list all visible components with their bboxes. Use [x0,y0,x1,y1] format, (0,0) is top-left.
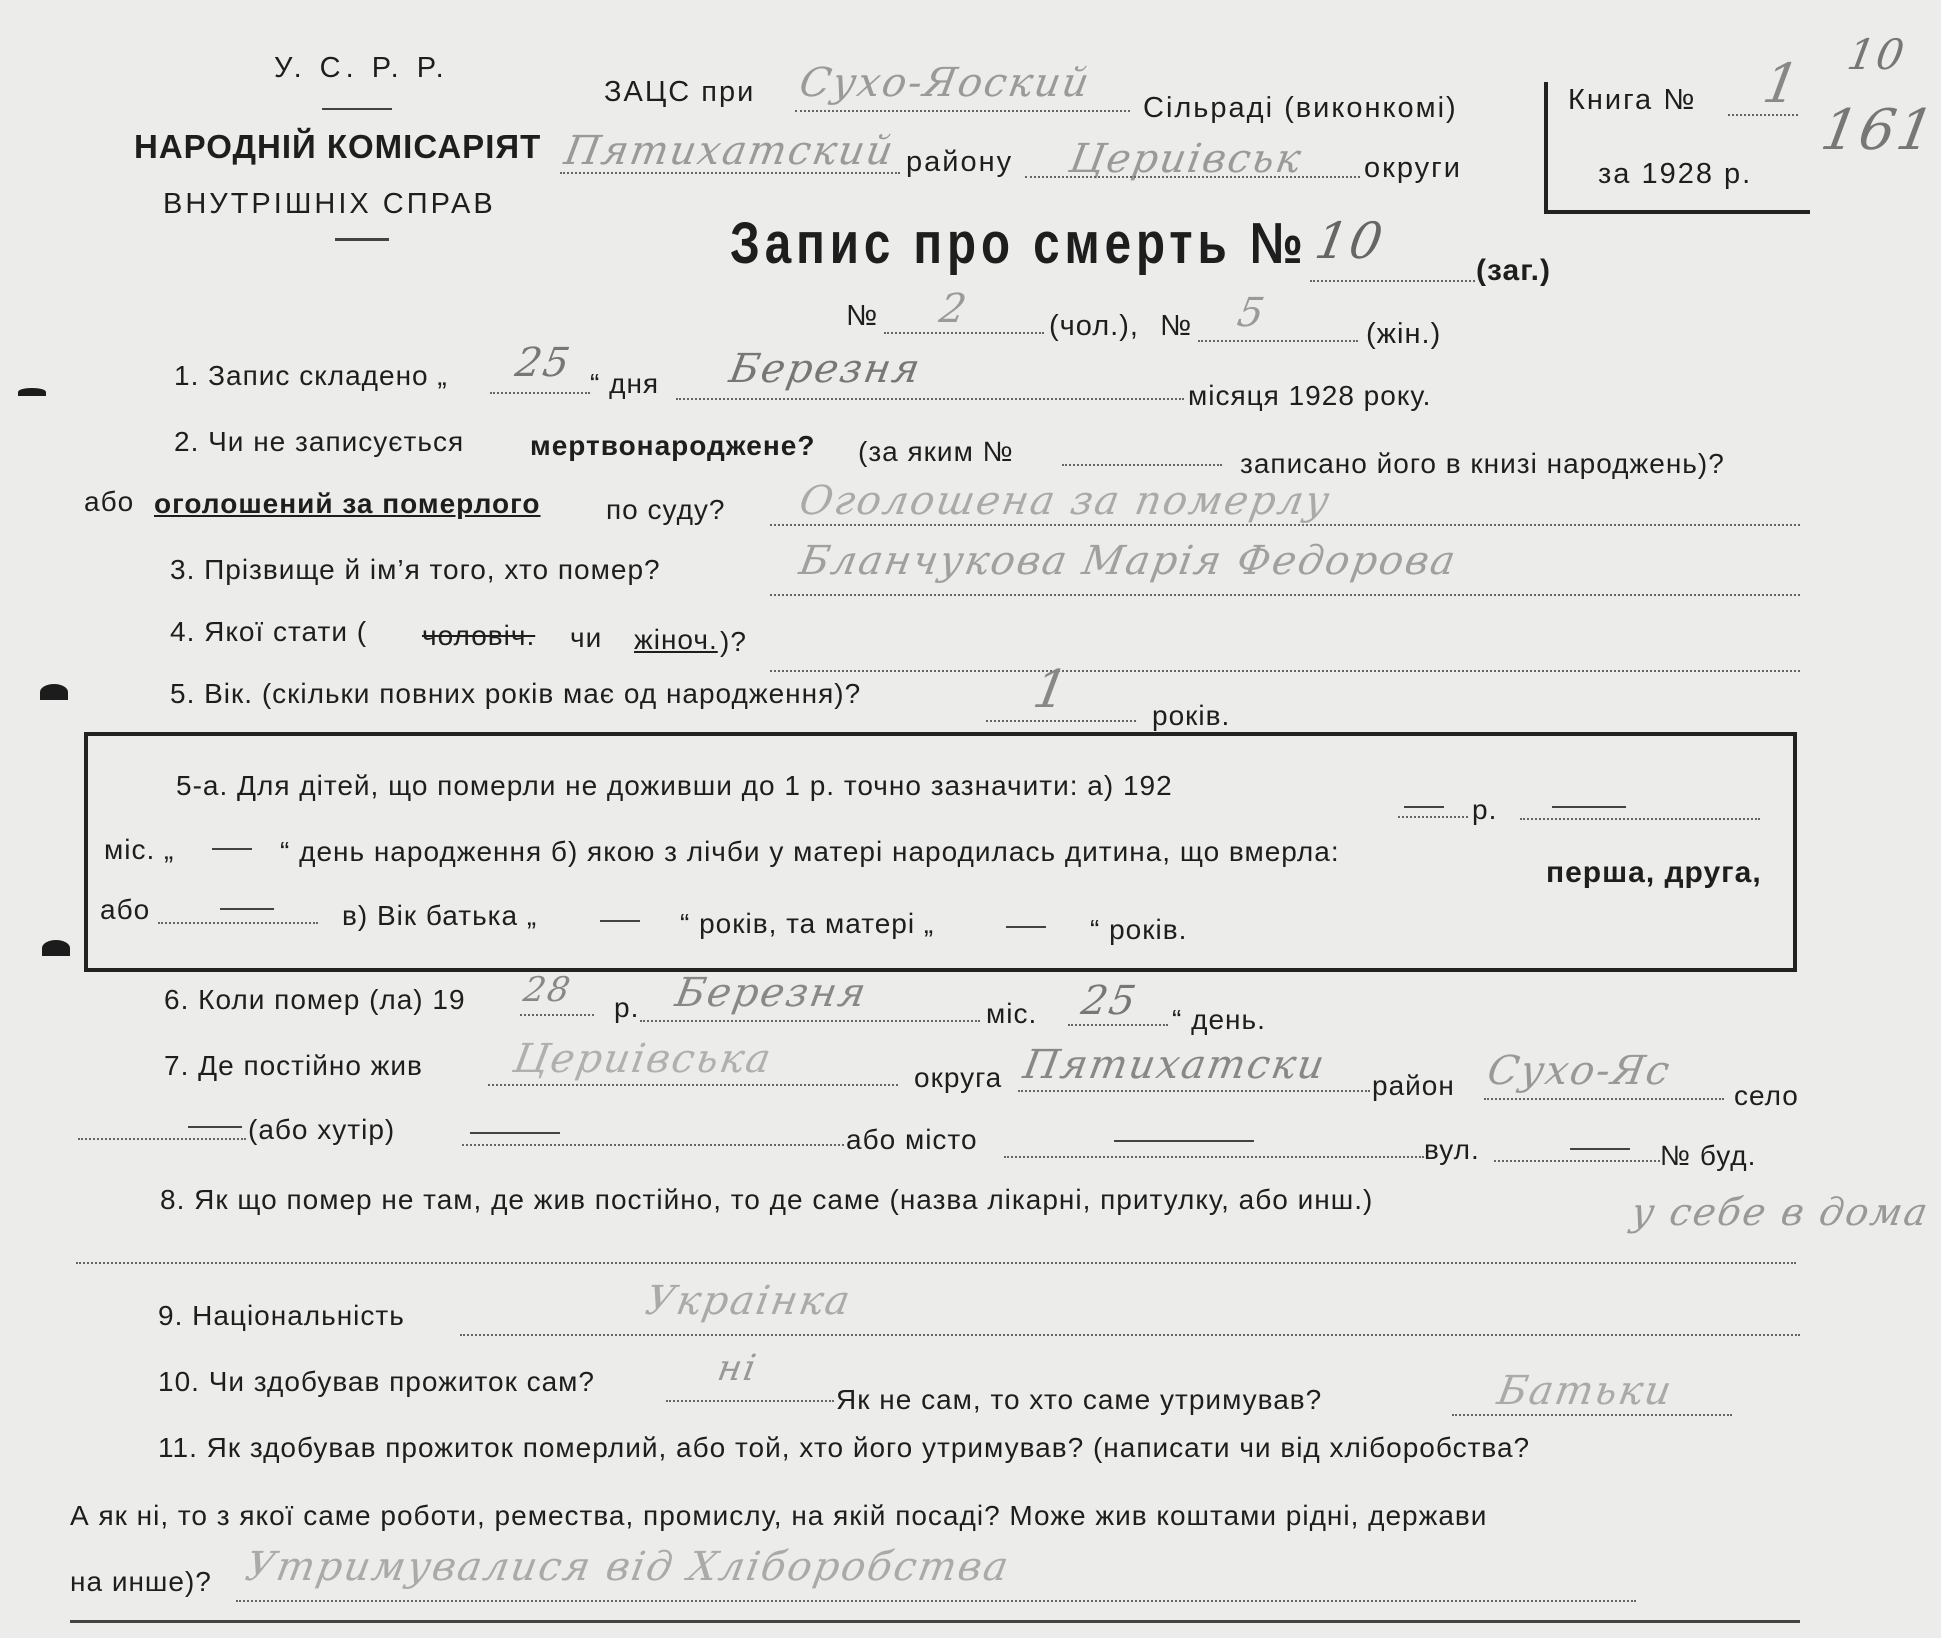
female-number-line [1198,340,1358,342]
district-line [560,172,900,174]
republic-label: У. С. Р. Р. [274,52,449,84]
q9-answer-handwritten: Украінка [641,1278,856,1324]
q6-month-line [640,1020,980,1022]
year-label: за 1928 р. [1598,158,1753,190]
q5a-or: або [100,894,151,925]
q7-street-line [1004,1156,1424,1158]
q1-month-line [676,398,1184,400]
female-no-label: № [1160,310,1193,342]
q5a-line1: 5-а. Для дітей, що померли не доживши до 1 р. точно зазначити: а) 192 [176,770,1173,801]
q4-or: чи [570,622,603,653]
q3-answer-line [770,594,1800,596]
q5a-r-line [1520,818,1760,820]
q7-okrug-label: округа [914,1062,1003,1093]
q10-supporter-line [1452,1414,1732,1416]
record-title: Запис про смерть № [730,211,1308,276]
male-no-label: № [846,300,879,332]
q7-farm-label: (або хутір) [248,1114,396,1145]
q5a-year-dash [1404,806,1444,808]
q5a-r: р. [1472,794,1498,825]
q8-answer-line [76,1262,1796,1264]
district-handwritten: Пятихатский [560,128,899,174]
q7-house-label: № буд. [1660,1140,1757,1171]
q3-label: 3. Прізвище й ім’я того, хто помер? [170,554,661,585]
q7-district-line [1018,1090,1370,1092]
q10-supporter-label: Як не сам, то хто саме утримував? [836,1384,1323,1415]
q11-answer-line [236,1600,1636,1602]
q7-city-label: або місто [846,1124,978,1155]
q8-label: 8. Як що помер не там, де жив постійно, то де саме (назва лікарні, притулку, або инш.) [160,1184,1374,1215]
q2-answer-line [770,524,1800,526]
q5a-month-dash [212,848,252,850]
q6-month-label: міс. [986,998,1038,1029]
q6-label: 6. Коли помер (ла) 19 [164,984,466,1015]
q4-answer-line [770,670,1800,672]
header-divider [322,108,392,110]
okrug-label: округи [1364,152,1462,184]
q7-district-label: район [1372,1070,1455,1101]
q10-self-line [666,1400,834,1402]
q4-male-option: чоловіч. [422,620,536,651]
record-type: (заг.) [1476,254,1552,287]
q6-month-handwritten: Березня [671,970,872,1016]
q7-village-line [1484,1098,1724,1100]
q2-birth-book: записано його в книзі народжень)? [1240,448,1725,479]
q7-label: 7. Де постійно жив [164,1050,423,1081]
q5a-line3d: “ років. [1090,914,1188,945]
q6-year-handwritten: 28 [520,970,575,1010]
q6-r: р. [614,992,640,1023]
male-number-handwritten: 2 [935,286,972,332]
margin-note-1: 10 [1843,30,1910,79]
q11-bottom-rule [70,1620,1800,1623]
q1-day-handwritten: 25 [511,340,575,386]
q10-label: 10. Чи здобував прожиток сам? [158,1366,595,1397]
q10-supporter-handwritten: Батьки [1493,1368,1677,1414]
book-number-line [1728,114,1798,116]
q7-street-label: вул. [1424,1134,1480,1165]
binding-hole-top [18,388,46,396]
female-label: (жін.) [1366,318,1442,350]
female-number-handwritten: 5 [1233,290,1270,336]
q5a-r-dash [1552,806,1626,808]
okrug-line [1025,176,1360,178]
q6-year-line [520,1014,594,1016]
book-label: Книга № [1568,84,1697,116]
margin-note-2: 161 [1816,98,1941,163]
q9-label: 9. Національність [158,1300,405,1331]
q2-label: 2. Чи не записується [174,426,465,457]
q2-answer-handwritten: Оголошена за помеpлу [795,478,1335,524]
q5a-or-dash [220,908,274,910]
district-label: району [906,146,1014,178]
q4-end: )? [720,626,747,657]
q2-birth-no: (за яким № [858,436,1014,467]
zags-prefix: ЗАЦС при [604,76,756,108]
q7-village-label: село [1734,1080,1799,1111]
q7-house-dash [1570,1148,1630,1150]
q7-house-line [1494,1160,1660,1162]
q1-day-word: “ дня [590,368,660,399]
q4-female-option: жіноч. [634,624,718,655]
q5a-line2b: “ день народження б) якою з лічби у матері народилась дитина, що вмерла: [280,836,1340,867]
q5-age-line [986,720,1136,722]
q5-label: 5. Вік. (скільки повних років має од народження)? [170,678,862,709]
q7-village-handwritten: Сухо-Яс [1483,1048,1675,1094]
record-number-handwritten: 10 [1310,212,1389,270]
zags-village-line [795,110,1130,112]
q7-district-handwritten: Пятихатски [1019,1042,1330,1088]
q7-street-dash [1114,1140,1254,1142]
q11-line1: 11. Як здобував прожиток померлий, або той, хто його утримував? (написати чи від хліборобства? [158,1432,1531,1463]
header-divider-2 [335,238,389,241]
q2-birth-no-line [1062,464,1222,466]
department-label: ВНУТРІШНІХ СПРАВ [163,188,496,220]
q1-suffix: місяця 1928 року. [1188,380,1432,411]
q5a-year-line [1398,816,1468,818]
q3-answer-handwritten: Бланчукова Марія Федорова [795,538,1461,584]
male-number-line [884,332,1044,334]
record-number-line [1310,280,1475,282]
q1-month-handwritten: Березня [725,346,926,392]
q1-day-line [490,392,590,394]
q7-city-line [462,1144,844,1146]
q7-okrug-line [488,1084,898,1086]
q10-self-answer-handwritten: ні [714,1348,761,1389]
q11-answer-handwritten: Утримувалися від Хліборобства [241,1544,1014,1590]
q1-label: 1. Запис складено „ [174,360,448,391]
male-label: (чол.), [1049,310,1139,342]
book-number-handwritten: 1 [1758,52,1806,115]
q5a-mother-dash [1006,926,1046,928]
q7-city-dash [470,1132,560,1134]
council-label: Сільраді (виконкомі) [1143,92,1458,124]
q5a-line3b: в) Вік батька „ [342,900,538,931]
q5a-line3c: “ років, та матері „ [680,908,935,939]
q5a-father-dash [600,920,640,922]
q7-okrug-handwritten: Цериівська [509,1036,776,1082]
okrug-handwritten: Цериівськ [1065,136,1307,182]
commissariat-label: НАРОДНІЙ КОМІСАРІЯТ [134,128,542,165]
binding-hole-1 [40,684,68,700]
q9-answer-line [460,1334,1800,1336]
q5a-order-options: перша, друга, [1546,856,1762,889]
q2-declared-dead: оголошений за померлого [154,488,541,519]
q2-or: або [84,486,135,517]
q5-age-handwritten: 1 [1028,660,1075,720]
q11-line3: на инше)? [70,1566,212,1597]
q6-day-handwritten: 25 [1077,978,1141,1024]
q11-line2: А як ні, то з якої саме роботи, ремества, промислу, на якій посаді? Може жив коштами рідні, держави [70,1500,1488,1531]
q8-answer-handwritten: у себе в дома [1628,1190,1933,1234]
q5-years: років. [1152,700,1231,731]
q5a-or-line [158,922,318,924]
q5a-line2a: міс. „ [104,834,175,865]
q7-farm-dash [188,1126,242,1128]
q2-stillborn: мертвонароджене? [530,430,816,461]
q6-day-label: “ день. [1172,1004,1266,1035]
q7-farm-line [78,1138,246,1140]
q6-day-line [1068,1024,1168,1026]
q4-label: 4. Якої стати ( [170,616,368,647]
binding-hole-2 [42,940,70,956]
q2-by-court: по суду? [606,494,726,525]
zags-village-handwritten: Сухо-Яоский [795,60,1095,106]
